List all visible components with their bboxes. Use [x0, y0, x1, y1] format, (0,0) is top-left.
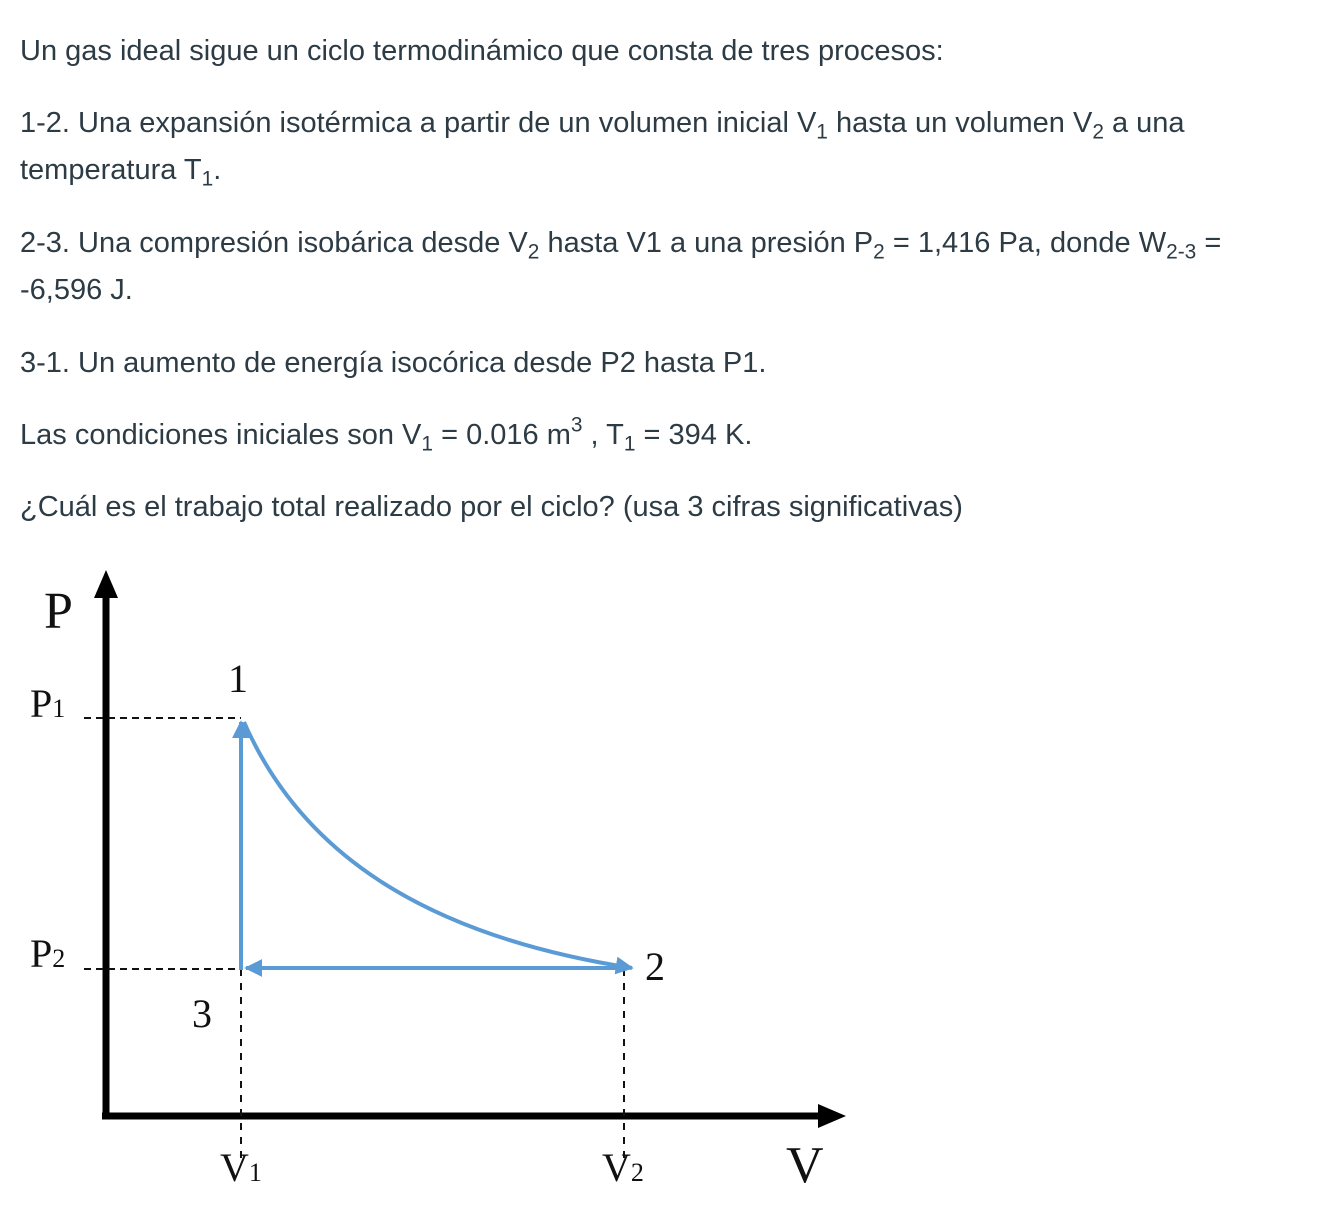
conditions-paragraph: Las condiciones iniciales son $V_1 = 0.016$ $m^3$ , $T_1 = 394$ K. [20, 413, 753, 456]
intro-paragraph: Un gas ideal sigue un ciclo termodinámico que consta de tres procesos: [20, 35, 944, 67]
v-axis-label: V [786, 1137, 824, 1194]
step-31-paragraph: 3-1. Un aumento de energía isocórica desde P2 hasta P1. [20, 347, 767, 379]
question-paragraph: ¿Cuál es el trabajo total realizado por el ciclo? (usa 3 cifras significativas) [20, 491, 963, 523]
isothermal-expansion-curve [244, 722, 632, 968]
point-3-label: 3 [192, 991, 212, 1036]
v1-label: V1 [220, 1145, 262, 1190]
step-23-paragraph: 2-3. Una compresión isobárica desde $V_2$ hasta V1 a una presión $P_2 = 1,416$ Pa, donde $W_{2-3} = -6,596$ J. [20, 227, 1222, 306]
p2-label: P2 [30, 931, 66, 976]
point-2-label: 2 [645, 944, 665, 989]
pv-diagram [0, 555, 870, 1195]
v-axis-arrowhead [818, 1104, 846, 1128]
p-axis-label: P [44, 583, 73, 640]
v2-label: V2 [602, 1145, 644, 1190]
step-12-paragraph: 1-2. Una expansión isotérmica a partir de un volumen inicial $V_1$ hasta un volumen $V_2$ a una temperatura $T_1$. [20, 107, 1185, 191]
point-1-label: 1 [228, 656, 248, 701]
p-axis-arrowhead [94, 570, 118, 598]
p1-label: P1 [30, 681, 66, 726]
